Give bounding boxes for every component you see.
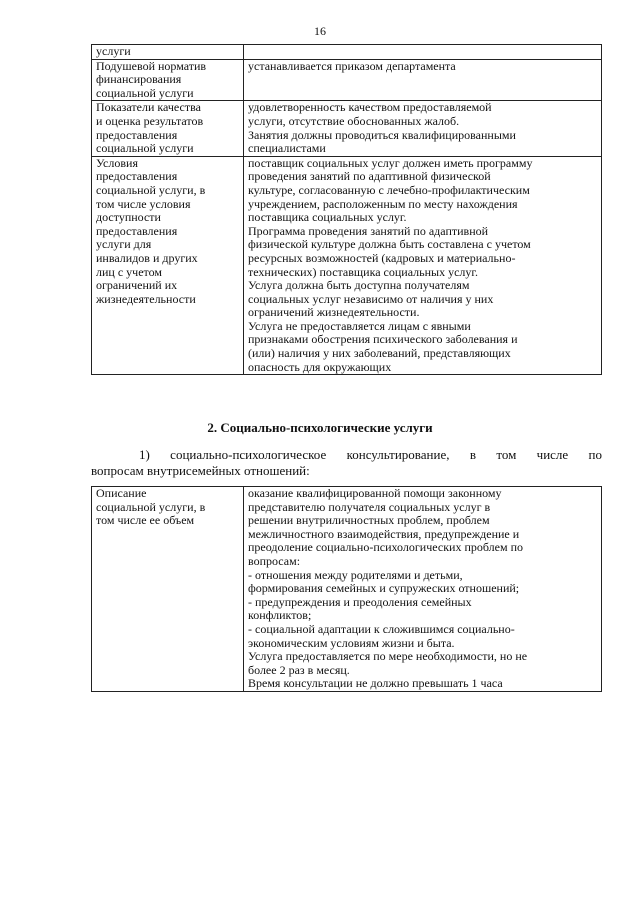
text-line: Описание <box>96 486 147 500</box>
text-line: экономическим условиям жизни и быта. <box>248 635 455 650</box>
row-label <box>92 45 244 60</box>
text-line: (или) наличия у них заболеваний, представляющих <box>248 346 511 361</box>
text-line: социальных услуг независимо от наличия у них <box>248 291 494 306</box>
row-value <box>244 487 602 692</box>
text-line: финансирования <box>96 72 182 87</box>
text-line: оказание квалифицированной помощи законному <box>248 486 502 500</box>
text-line: учреждением, расположенным по месту нахождения <box>248 196 518 211</box>
text-line: Программа проведения занятий по адаптивной <box>248 223 489 238</box>
row-label <box>92 487 244 692</box>
row-value <box>244 45 602 60</box>
text-line: решении внутриличностных проблем, проблем <box>248 513 490 528</box>
text-line: вопросам: <box>248 553 301 568</box>
text-line: Время консультации не должно превышать 1 часа <box>248 676 503 691</box>
text-line: Подушевой норматив <box>96 58 207 73</box>
text-line: - социальной адаптации к сложившимся социально- <box>248 621 515 636</box>
text-line: - предупреждения и преодоления семейных <box>248 594 472 609</box>
text-line: технических) поставщика социальных услуг. <box>248 264 478 279</box>
service-standard-table <box>91 44 602 375</box>
table-row <box>92 45 602 60</box>
section-heading: 2. Социально-психологические услуги <box>207 420 433 435</box>
text-line: и оценка результатов <box>96 113 204 128</box>
text-line: предоставления <box>96 223 178 238</box>
text-line: поставщика социальных услуг. <box>248 210 407 225</box>
text-line: опасность для окружающих <box>248 359 392 374</box>
text-line: более 2 раз в месяц. <box>248 662 350 677</box>
table-row <box>92 101 602 156</box>
text-line: ресурсных возможностей (кадровых и материально- <box>248 250 516 265</box>
text-line: том числе условия <box>96 196 191 211</box>
text-line: конфликтов; <box>248 608 312 623</box>
text-line: услуги, отсутствие обоснованных жалоб. <box>248 113 460 128</box>
text-line: доступности <box>96 210 161 225</box>
table-row <box>92 59 602 101</box>
text-line: Услуга не предоставляется лицам с явными <box>248 318 471 333</box>
consulting-service-table <box>91 486 602 692</box>
text-line: Занятия должны проводиться квалифицированными <box>248 127 516 142</box>
page-number: 16 <box>314 24 326 38</box>
text-line: ограничений их <box>96 278 178 293</box>
text-line: проведения занятий по адаптивной физической <box>248 169 491 184</box>
text-line: предоставления <box>96 127 178 142</box>
row-label <box>92 156 244 375</box>
text-line: социальной услуги, в <box>96 499 206 514</box>
text-line: Условия <box>96 155 138 170</box>
table-row <box>92 487 602 692</box>
text-line: устанавливается приказом департамента <box>248 58 456 73</box>
text-line: жизнедеятельности <box>96 291 196 306</box>
table-row <box>92 156 602 375</box>
text-line: - отношения между родителями и детьми, <box>248 567 463 582</box>
text-line: Услуга предоставляется по мере необходимости, но не <box>248 649 528 664</box>
row-value <box>244 156 602 375</box>
text-line: услуги для <box>96 237 152 252</box>
row-label <box>92 59 244 101</box>
text-line: инвалидов и других <box>96 250 198 265</box>
text-line: межличностного взаимодействия, предупреждение и <box>248 526 520 541</box>
text-line: социальной услуги <box>96 85 194 100</box>
text-line: Услуга должна быть доступна получателям <box>248 278 470 293</box>
intro-line-1: 1) социально-психологическое консультирование, в том числе по <box>139 447 602 462</box>
row-label <box>92 101 244 156</box>
text-line: специалистами <box>248 141 326 156</box>
text-line: удовлетворенность качеством предоставляемой <box>248 100 492 115</box>
text-line: признаками обострения психического заболевания и <box>248 332 518 347</box>
intro-line-2: вопросам внутрисемейных отношений: <box>91 463 310 478</box>
text-line: Показатели качества <box>96 100 201 115</box>
text-line: формирования семейных и супружеских отношений; <box>248 581 520 596</box>
text-line: предоставления <box>96 169 178 184</box>
text-line: физической культуре должна быть составлена с учетом <box>248 237 531 252</box>
row-value <box>244 101 602 156</box>
text-line: представителю получателя социальных услуг в <box>248 499 491 514</box>
text-line: преодоление социально-психологических проблем по <box>248 540 523 555</box>
text-line: лиц с учетом <box>96 264 162 279</box>
text-line: культуре, согласованную с лечебно-профилактическим <box>248 182 530 197</box>
text-line: поставщик социальных услуг должен иметь программу <box>248 155 533 170</box>
text-line: услуги <box>96 44 131 58</box>
text-line: социальной услуги, в <box>96 182 206 197</box>
row-value <box>244 59 602 101</box>
text-line: ограничений жизнедеятельности. <box>248 305 420 320</box>
text-line: социальной услуги <box>96 141 194 156</box>
text-line: том числе ее объем <box>96 513 195 528</box>
